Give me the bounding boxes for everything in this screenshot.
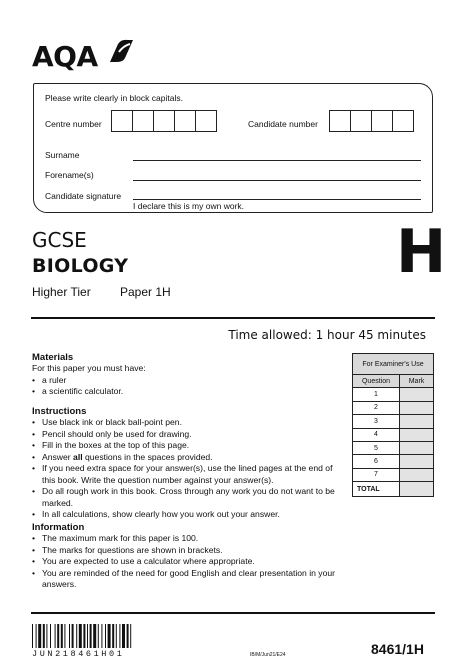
list-item: • The marks for questions are shown in brackets. <box>32 545 340 557</box>
centre-number-digit[interactable] <box>111 110 133 132</box>
table-row: 2 <box>353 401 434 414</box>
instructions-list <box>32 417 340 521</box>
list-item: • You are expected to use a calculator where appropriate. <box>32 556 340 568</box>
total-row: TOTAL <box>353 482 434 497</box>
table-row: 5 <box>353 441 434 454</box>
declaration-text: I declare this is my own work. <box>133 201 245 211</box>
surname-field[interactable] <box>133 160 421 161</box>
centre-number-digit[interactable] <box>195 110 217 132</box>
instructions-heading: Instructions <box>32 406 87 417</box>
list-item: • Answer all questions in the spaces provided. <box>32 452 340 464</box>
list-item: • a scientific calculator. <box>32 386 332 398</box>
candidate-number-field[interactable] <box>330 110 414 132</box>
list-item: • Fill in the boxes at the top of this page. <box>32 440 340 452</box>
mark-cell[interactable] <box>400 441 434 454</box>
mark-cell[interactable] <box>400 415 434 428</box>
table-row: 6 <box>353 455 434 468</box>
footer-reference-code: IB/M/Jun21/E24 <box>250 652 286 658</box>
divider-rule <box>31 317 435 319</box>
candidate-number-digit[interactable] <box>350 110 372 132</box>
barcode-icon <box>32 624 192 648</box>
information-heading: Information <box>32 522 85 533</box>
aqa-logo-mark-icon <box>108 38 134 64</box>
aqa-logo: AQA <box>32 40 98 73</box>
materials-section <box>32 352 332 398</box>
examiner-table-title: For Examiner's Use <box>353 354 434 375</box>
centre-number-digit[interactable] <box>132 110 154 132</box>
question-column-header: Question <box>353 375 400 388</box>
mark-cell[interactable] <box>400 468 434 481</box>
list-item: • Pencil should only be used for drawing. <box>32 429 340 441</box>
time-allowed: Time allowed: 1 hour 45 minutes <box>228 328 426 342</box>
materials-list <box>32 375 332 398</box>
qualification-title: GCSE <box>32 228 87 252</box>
candidate-number-digit[interactable] <box>371 110 393 132</box>
centre-number-digit[interactable] <box>174 110 196 132</box>
footer-rule <box>31 612 435 614</box>
information-list <box>32 533 340 591</box>
centre-number-label: Centre number <box>45 119 102 129</box>
subject-title: BIOLOGY <box>32 255 129 277</box>
materials-heading: Materials <box>32 352 74 363</box>
list-item: • a ruler <box>32 375 332 387</box>
candidate-details-box <box>33 83 433 213</box>
list-item: • If you need extra space for your answer(s), use the lined pages at the end of this book. Write the question number against your answer(s). <box>32 463 340 486</box>
signature-field[interactable] <box>133 199 421 200</box>
centre-number-digit[interactable] <box>153 110 175 132</box>
mark-cell[interactable] <box>400 401 434 414</box>
table-row: 1 <box>353 388 434 401</box>
mark-cell[interactable] <box>400 455 434 468</box>
tier-label: Higher Tier <box>32 285 91 299</box>
mark-column-header: Mark <box>400 375 434 388</box>
paper-label: Paper 1H <box>120 285 171 299</box>
list-item: • You are reminded of the need for good English and clear presentation in your answers. <box>32 568 340 591</box>
information-section <box>32 522 340 591</box>
total-mark-cell[interactable] <box>400 482 434 497</box>
list-item: • Use black ink or black ball-point pen. <box>32 417 340 429</box>
table-row: 4 <box>353 428 434 441</box>
instructions-section <box>32 406 340 521</box>
materials-intro: For this paper you must have: <box>32 363 146 373</box>
forenames-label: Forename(s) <box>45 170 94 180</box>
block-capitals-instruction: Please write clearly in block capitals. <box>45 93 183 103</box>
paper-code: 8461/1H <box>371 641 424 657</box>
candidate-number-digit[interactable] <box>392 110 414 132</box>
surname-label: Surname <box>45 150 80 160</box>
candidate-number-label: Candidate number <box>248 119 318 129</box>
signature-label: Candidate signature <box>45 191 122 201</box>
examiner-use-table <box>352 353 434 497</box>
barcode-text: JUN218461H01 <box>32 649 125 659</box>
list-item: • Do all rough work in this book. Cross through any work you do not want to be marked. <box>32 486 340 509</box>
list-item: • The maximum mark for this paper is 100. <box>32 533 340 545</box>
forenames-field[interactable] <box>133 180 421 181</box>
candidate-number-digit[interactable] <box>329 110 351 132</box>
mark-cell[interactable] <box>400 388 434 401</box>
table-row: 7 <box>353 468 434 481</box>
tier-letter: H <box>396 217 447 287</box>
list-item: • In all calculations, show clearly how you work out your answer. <box>32 509 340 521</box>
centre-number-field[interactable] <box>112 110 217 132</box>
table-row: 3 <box>353 415 434 428</box>
mark-cell[interactable] <box>400 428 434 441</box>
